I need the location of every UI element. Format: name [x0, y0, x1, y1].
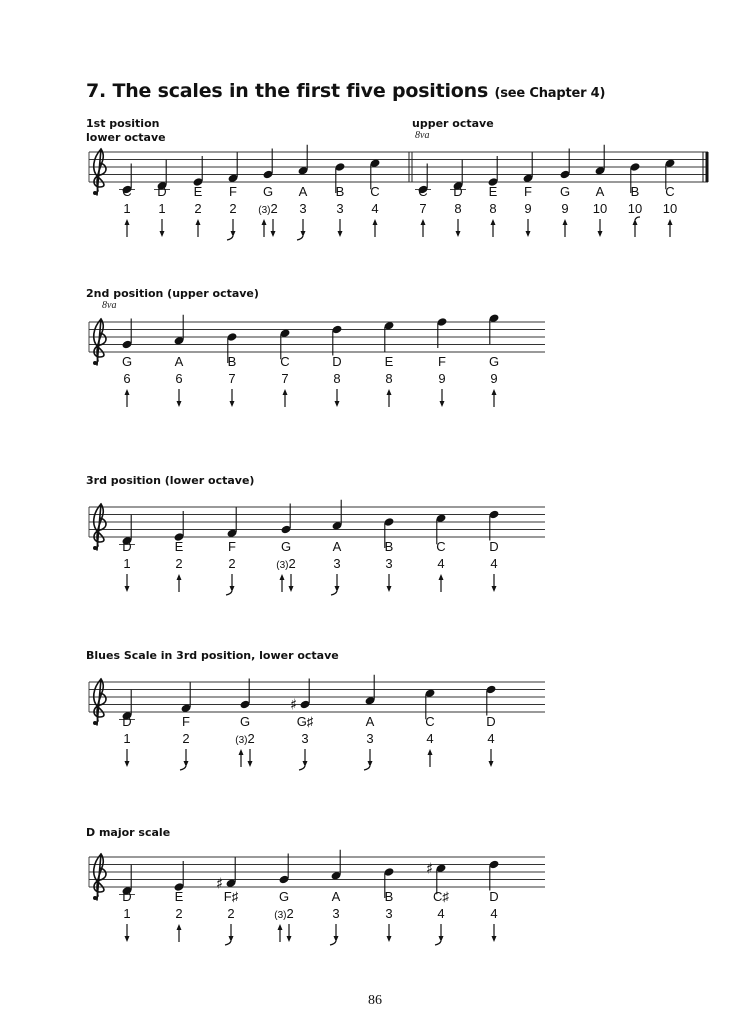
note: [383, 517, 394, 592]
treble-clef-dot: [93, 896, 97, 900]
blow-arrow-head: [428, 749, 433, 755]
hole-value: 2: [270, 201, 278, 216]
bend-hook: [227, 236, 233, 240]
note-name: C: [280, 354, 290, 369]
treble-clef-stem: [97, 504, 101, 550]
note-name: G: [239, 714, 251, 729]
note-name: B: [630, 184, 640, 199]
note: [274, 854, 293, 943]
hole-number: 3: [332, 906, 340, 921]
note-name: A: [595, 184, 605, 199]
draw-arrow-head: [125, 586, 130, 592]
note: [235, 679, 254, 768]
note: [227, 152, 239, 240]
hole-number: 2: [228, 556, 236, 571]
blow-arrow-head: [373, 219, 378, 225]
note-name: G: [121, 354, 133, 369]
hole-number: 3: [385, 556, 393, 571]
draw-arrow-head: [160, 231, 165, 237]
blow-arrow-head: [125, 219, 130, 225]
note-name: C: [665, 184, 675, 199]
hole-number: 8: [385, 371, 393, 386]
draw-arrow-head: [387, 936, 392, 942]
hole-number: 9: [524, 201, 532, 216]
treble-clef-stem: [97, 149, 101, 195]
treble-clef-dot: [93, 361, 97, 365]
note-name: D: [453, 184, 463, 199]
hole-number: 4: [490, 906, 498, 921]
alt-hole: (3): [258, 205, 271, 216]
bend-hook: [180, 766, 186, 770]
note: [369, 158, 380, 237]
note: [424, 688, 435, 767]
draw-arrow-head: [177, 401, 182, 407]
note: [663, 158, 677, 237]
note-name: A: [365, 714, 375, 729]
note: [487, 156, 498, 237]
note-name: E: [174, 539, 184, 554]
note-name: B: [335, 184, 345, 199]
hole-number: 10: [592, 201, 608, 216]
note-name: G: [278, 889, 290, 904]
system-2-label: 2nd position (upper octave): [86, 287, 259, 300]
hole-number: 1: [158, 201, 166, 216]
hole-number: 1: [123, 906, 131, 921]
treble-clef: [93, 679, 106, 725]
draw-arrow-head: [598, 231, 603, 237]
hole-number: 3: [333, 556, 341, 571]
note-name: D: [122, 714, 132, 729]
blow-arrow-head: [439, 574, 444, 580]
note: [226, 332, 237, 407]
sharp-sign: ♯: [426, 859, 434, 878]
draw-arrow-head: [125, 936, 130, 942]
note-name: C: [425, 714, 435, 729]
note-name: D: [157, 184, 167, 199]
system-1-label-line-1: 1st position: [86, 117, 160, 130]
blow-arrow-head: [125, 389, 130, 395]
system-4-label: Blues Scale in 3rd position, lower octave: [86, 649, 339, 662]
note: [192, 156, 203, 237]
hole-number: 1: [123, 556, 131, 571]
treble-clef-dot: [93, 546, 97, 550]
note: [628, 162, 642, 237]
blow-arrow-head: [668, 219, 673, 225]
draw-arrow-head: [489, 761, 494, 767]
note: [154, 160, 170, 237]
note-name: E: [193, 184, 203, 199]
note: [119, 865, 135, 942]
note: [334, 162, 345, 237]
ottava-mark: 8va: [415, 130, 430, 141]
note-name: C: [418, 184, 428, 199]
note: [297, 145, 309, 240]
note-name: D: [122, 539, 132, 554]
draw-arrow-head: [289, 586, 294, 592]
bend-hook: [297, 236, 303, 240]
draw-arrow-head: [492, 586, 497, 592]
sharp-sign: ♯: [290, 695, 298, 714]
bend-hook: [435, 941, 441, 945]
draw-arrow-head: [271, 231, 276, 237]
note-name: D: [489, 889, 499, 904]
note-name: G: [488, 354, 500, 369]
treble-clef-stem: [97, 854, 101, 900]
draw-arrow-head: [230, 401, 235, 407]
draw-arrow-head: [338, 231, 343, 237]
note: [364, 675, 376, 770]
bend-hook: [635, 217, 640, 220]
note-name: G♯: [296, 714, 314, 729]
blow-arrow-head: [280, 574, 285, 580]
bend-hook: [226, 591, 232, 595]
hole-number: 8: [454, 201, 462, 216]
note-name: G: [280, 539, 292, 554]
note: [173, 861, 184, 942]
hole-number: 2: [175, 906, 183, 921]
note: [279, 328, 290, 407]
note: [593, 145, 607, 237]
alt-hole: (3): [235, 735, 248, 746]
draw-arrow-head: [387, 586, 392, 592]
note-name: E: [488, 184, 498, 199]
hole-number: 3: [366, 731, 374, 746]
hole-number: 4: [437, 906, 445, 921]
hole-number: 9: [561, 201, 569, 216]
hole-number: 3: [299, 201, 307, 216]
note-name: F♯: [223, 889, 239, 904]
hole-number: 2: [194, 201, 202, 216]
staff-system-5: [0, 830, 750, 955]
staff-system-1: [0, 125, 750, 250]
note-name: F: [182, 714, 190, 729]
hole-number: 7: [281, 371, 289, 386]
blow-arrow-head: [262, 219, 267, 225]
title-note: (see Chapter 4): [494, 86, 606, 101]
sharp-sign: ♯: [216, 874, 224, 893]
hole-number: 4: [437, 556, 445, 571]
draw-arrow-head: [492, 936, 497, 942]
note: [226, 507, 238, 595]
note-name: A: [174, 354, 184, 369]
note: [559, 149, 570, 238]
note-name: B: [384, 539, 394, 554]
treble-clef: [93, 854, 106, 900]
hole-number: 4: [426, 731, 434, 746]
hole-number: 7: [228, 371, 236, 386]
note-name: C: [122, 184, 132, 199]
bend-hook: [330, 941, 336, 945]
note: [488, 313, 499, 407]
hole-number: 1: [123, 201, 131, 216]
draw-arrow-head: [335, 401, 340, 407]
blow-arrow-head: [177, 924, 182, 930]
note: [436, 317, 447, 407]
note: [522, 152, 533, 237]
staff-system-3: [0, 480, 750, 605]
note-name: F: [228, 539, 236, 554]
hole-number: 9: [490, 371, 498, 386]
draw-arrow-head: [456, 231, 461, 237]
note-name: E: [174, 889, 184, 904]
system-1-upper-octave-label: upper octave: [412, 117, 494, 130]
hole-number: 4: [371, 201, 379, 216]
hole-number: 4: [490, 556, 498, 571]
treble-clef: [93, 319, 106, 365]
note-name: A: [298, 184, 308, 199]
note: [276, 504, 295, 593]
note-name: C♯: [433, 889, 449, 904]
draw-arrow-head: [287, 936, 292, 942]
hole-value: 2: [288, 556, 296, 571]
note-name: A: [331, 889, 341, 904]
ottava-mark: 8va: [102, 300, 117, 311]
hole-number: 2: [229, 201, 237, 216]
alt-hole: (3): [274, 910, 287, 921]
hole-number: 8: [333, 371, 341, 386]
note: [330, 850, 342, 945]
hole-number: 1: [123, 731, 131, 746]
note: [450, 160, 466, 237]
page-title: [86, 80, 605, 102]
hole-number: 3: [385, 906, 393, 921]
note: [383, 321, 394, 407]
note: [383, 867, 394, 942]
hole-number: 10: [627, 201, 643, 216]
note-name: G: [559, 184, 571, 199]
note: [173, 511, 184, 592]
blow-arrow-head: [177, 574, 182, 580]
blow-arrow-head: [421, 219, 426, 225]
note: [258, 149, 277, 238]
blow-arrow-head: [492, 389, 497, 395]
note: [121, 319, 132, 408]
note-name: C: [370, 184, 380, 199]
hole-number: [276, 556, 295, 571]
note-name: F: [524, 184, 532, 199]
system-1-label-line-2: lower octave: [86, 131, 166, 144]
title-main: 7. The scales in the first five positions: [86, 80, 489, 102]
hole-number: [274, 906, 293, 921]
hole-number: 2: [175, 556, 183, 571]
hole-number: [235, 731, 254, 746]
blow-arrow-head: [278, 924, 283, 930]
hole-number: 6: [175, 371, 183, 386]
treble-clef-dot: [93, 721, 97, 725]
bend-hook: [331, 591, 337, 595]
blow-arrow-head: [239, 749, 244, 755]
hole-number: 3: [336, 201, 344, 216]
note-name: D: [486, 714, 496, 729]
alt-hole: (3): [276, 560, 289, 571]
note: [173, 315, 184, 407]
hole-number: 10: [662, 201, 678, 216]
draw-arrow-head: [526, 231, 531, 237]
staff-system-4: [0, 655, 750, 780]
treble-clef: [93, 504, 106, 550]
note: [119, 515, 135, 592]
treble-clef-stem: [97, 679, 101, 725]
hole-number: 9: [438, 371, 446, 386]
note-name: D: [489, 539, 499, 554]
system-3-label: 3rd position (lower octave): [86, 474, 255, 487]
note-name: F: [229, 184, 237, 199]
note-name: F: [438, 354, 446, 369]
note-name: D: [332, 354, 342, 369]
blow-arrow-head: [387, 389, 392, 395]
bend-hook: [299, 766, 305, 770]
hole-number: 3: [301, 731, 309, 746]
treble-clef: [93, 149, 106, 195]
hole-number: 4: [487, 731, 495, 746]
note-name: B: [227, 354, 237, 369]
note-name: B: [384, 889, 394, 904]
treble-clef-stem: [97, 319, 101, 365]
draw-arrow-head: [440, 401, 445, 407]
note: [119, 690, 135, 767]
hole-value: 2: [286, 906, 294, 921]
hole-number: 7: [419, 201, 427, 216]
hole-number: 2: [182, 731, 190, 746]
note-name: C: [436, 539, 446, 554]
bend-hook: [364, 766, 370, 770]
hole-number: [258, 201, 277, 216]
draw-arrow-head: [248, 761, 253, 767]
note: [331, 500, 343, 595]
treble-clef-dot: [93, 191, 97, 195]
page-number: 86: [368, 993, 382, 1008]
blow-arrow-head: [283, 389, 288, 395]
note-name: D: [122, 889, 132, 904]
note-name: G: [262, 184, 274, 199]
blow-arrow-head: [491, 219, 496, 225]
hole-number: 8: [489, 201, 497, 216]
note: [435, 513, 446, 592]
note: [216, 857, 238, 945]
hole-number: 2: [227, 906, 235, 921]
note: [180, 682, 192, 770]
bend-hook: [225, 941, 231, 945]
note-name: A: [332, 539, 342, 554]
note-name: E: [384, 354, 394, 369]
note: [290, 679, 313, 771]
blow-arrow-head: [196, 219, 201, 225]
draw-arrow-head: [125, 761, 130, 767]
system-5-label: D major scale: [86, 826, 171, 839]
hole-number: 6: [123, 371, 131, 386]
hole-value: 2: [247, 731, 255, 746]
blow-arrow-head: [563, 219, 568, 225]
staff-system-2: [0, 295, 750, 420]
